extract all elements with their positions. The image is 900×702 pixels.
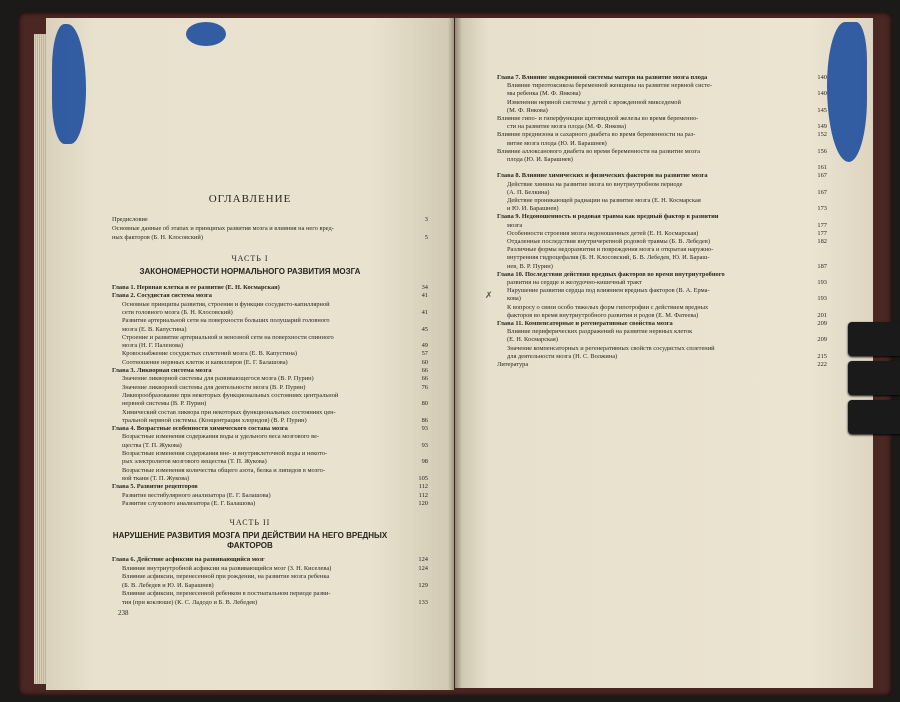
toc-entry-text: тральной нервной системы. (Концентрация хлоридов) (В. Р. Пурин) — [122, 416, 307, 424]
toc-entry-page: 177 — [817, 229, 827, 237]
toc-entry-page: 167 — [817, 172, 827, 180]
toc-entry-page: 76 — [421, 383, 428, 391]
toc-entry-text: плода (Ю. И. Барашнев) — [507, 156, 573, 163]
book-gutter — [448, 18, 462, 690]
toc-entry-page: 149 — [817, 123, 827, 131]
toc-entry-page: 60 — [421, 358, 428, 366]
toc-entry-text: Действие проникающей радиации на развитие мозга (Е. Н. Космарская — [507, 197, 701, 204]
toc-entry-page: 57 — [421, 350, 428, 358]
toc-entry-text: щества (Т. П. Жукова) — [122, 441, 182, 449]
toc-entry-text: сети головного мозга (Б. Н. Клосовский) — [122, 308, 233, 316]
toc-entry-page: 5 — [424, 234, 428, 241]
toc-entry-page: 209 — [817, 336, 827, 344]
toc-entry-text: Нарушение развития сердца под влиянием вредных факторов (В. А. Ерма- — [507, 287, 710, 295]
toc-entry-text: Глава 3. Ликворная система мозга — [112, 367, 212, 374]
toc-entry-text: Различные формы недоразвития и повреждения мозга и открытая наружно- — [507, 246, 714, 254]
toc-entry-text: Предисловие — [112, 216, 148, 223]
toc-entry-page: 45 — [421, 325, 428, 333]
toc-entry-page: 182 — [817, 238, 827, 245]
toc-entry-text: Глава 1. Нервная клетка и ее развитие (Е. Н. Космарская) — [112, 284, 280, 291]
part-2-title-line1: НАРУШЕНИЕ РАЗВИТИЯ МОЗГА ПРИ ДЕЙСТВИИ НА НЕГО ВРЕДНЫХ — [112, 531, 388, 540]
toc-entry-text: Глава 7. Влияние эндокринной системы матери на развитие мозга плода — [497, 74, 708, 81]
toc-entry-page: 66 — [421, 367, 428, 374]
toc-entry-text: Развитие артериальной сети на поверхности больших полушарий головного — [122, 317, 330, 325]
toc-entry-text: Изменения нервной системы у детей с врожденной микседемой — [507, 98, 681, 106]
ink-stain — [827, 22, 867, 162]
right-page — [455, 18, 873, 688]
toc-entry-page: 105 — [418, 474, 428, 482]
toc-entry-page: 86 — [421, 416, 428, 424]
toc-entry-text: Влияние асфиксии, перенесенной ребенком в постнатальном периоде разви- — [122, 590, 331, 597]
toc-entry-text: развития на сердце и желудочно-кишечный тракт — [507, 279, 642, 286]
toc-entry-page: 222 — [817, 361, 827, 368]
binder-tab — [848, 322, 900, 356]
toc-entry-text: Отдаленные последствия внутричерепной родовой травмы (Б. В. Лебедев) — [507, 238, 711, 245]
toc-entry-page: 120 — [418, 499, 428, 507]
toc-entry-text: (А. П. Белкина) — [507, 188, 550, 196]
part-2-title-line2: ФАКТОРОВ — [227, 541, 273, 550]
toc-entry-page: 124 — [418, 564, 428, 572]
toc-entry-text: Строение и развитие артериальной и венозной сети на поверхности спинного — [122, 333, 334, 341]
toc-entry-text: мозга (Е. В. Капустина) — [122, 325, 187, 333]
toc-entry-page: 3 — [424, 216, 428, 223]
toc-entry-text: для деятельности мозга (Н. С. Волжина) — [507, 352, 618, 360]
toc-entry-text: Возрастные изменения содержания вне- и внутриклеточной воды и некото- — [122, 450, 328, 457]
toc-entry-page: 201 — [817, 311, 827, 319]
toc-entry-text: Влияние внутриутробной асфиксии на развивающийся мозг (З. Н. Киселева) — [122, 564, 332, 572]
toc-entry-text: витие мозга плода (Ю. И. Барашнев) — [507, 139, 607, 147]
toc-entry-text: ных факторов (Б. Н. Клосовский) — [112, 234, 203, 241]
toc-entry-text: Ликворообразование при некоторых функциональных состояниях центральной — [122, 391, 339, 399]
toc-entry-text: вой ткани (Т. П. Жукова) — [122, 474, 190, 482]
toc-entry-page: 167 — [817, 188, 827, 196]
toc-entry-text: Глава 8. Влияние химических и физических факторов на развитие мозга — [497, 172, 708, 180]
toc-entry-text: мозга — [507, 221, 523, 229]
toc-entry-text: и Ю. И. Барашнев) — [507, 205, 559, 213]
toc-entry-page: 161 — [817, 164, 827, 172]
toc-entry-page: 124 — [418, 556, 428, 563]
toc-entry-page: 145 — [817, 106, 827, 114]
binder-tabs — [848, 322, 900, 439]
toc-entry-text: мы ребенка (М. Ф. Янкова) — [507, 90, 581, 98]
toc-entry-text: (М. Ф. Янкова) — [507, 106, 548, 114]
toc-entry-page: 34 — [421, 284, 428, 291]
toc-entry-page: 187 — [817, 262, 827, 270]
toc-title: ОГЛАВЛЕНИЕ — [208, 193, 292, 205]
toc-entry-page: 129 — [418, 581, 428, 589]
toc-entry-page: 112 — [418, 483, 428, 491]
toc-entry-text: Глава 5. Развитие рецепторов — [112, 483, 198, 491]
toc-entry-text: рых электролитов мозгового вещества (Т. П. Жукова) — [122, 458, 267, 466]
binder-tab — [848, 400, 900, 434]
page-number: 238 — [118, 609, 129, 617]
toc-entry-page: 215 — [817, 352, 827, 360]
toc-entry-text: Влияние периферических раздражений на развитие нервных клеток — [507, 328, 693, 336]
ink-stain — [186, 22, 226, 46]
toc-entry-page: 98 — [421, 458, 428, 466]
toc-entry-page: 140 — [817, 90, 827, 98]
toc-entry-text: Глава 11. Компенсаторные и регенеративные свойства мозга — [497, 320, 673, 327]
toc-entry-text: Действие хинина на развитие мозга во внутриутробном периоде — [507, 180, 683, 188]
toc-entry-page: 173 — [817, 205, 827, 213]
toc-entry-page: 209 — [817, 320, 827, 327]
toc-entry-page: 193 — [817, 279, 827, 286]
toc-entry-text: Возрастные изменения содержания воды и удельного веса мозгового ве- — [122, 433, 320, 441]
toc-entry-page: 152 — [817, 131, 827, 139]
toc-entry-text: Глава 2. Сосудистая система мозга — [112, 292, 212, 300]
toc-entry-text: Возрастные изменения количества общего азота, белка и липидов в мозго- — [122, 466, 325, 474]
toc-entry-text: Глава 4. Возрастные особенности химического состава мозга — [112, 425, 288, 433]
toc-entry-text: Химический состав ликвора при некоторых функциональных состояниях цен- — [122, 408, 336, 416]
toc-entry-text: Значение ликворной системы для развивающегося мозга (В. Р. Пурин) — [122, 375, 314, 383]
part-1-label: ЧАСТЬ I — [231, 254, 269, 263]
toc-entry-text: Значение компенсаторных и регенеративных свойств сосудистых сплетений — [507, 344, 715, 352]
toc-entry-page: 49 — [421, 342, 428, 350]
toc-entry-page: 93 — [421, 441, 428, 449]
toc-entry-text: Основные принципы развития, строения и функции сосудисто-капиллярной — [122, 300, 330, 308]
toc-entry-text: нев, В. Р. Пурин) — [507, 262, 553, 270]
toc-entry-text: внутренняя гидроцефалия (Б. Н. Клосовский, Б. В. Лебедев, Ю. И. Бараш- — [507, 254, 710, 262]
toc-entry-text: тия (при коклюше) (К. С. Ладодо и Б. В. Лебедев) — [122, 598, 258, 606]
toc-entry-page: 112 — [418, 491, 428, 499]
toc-entry-text: Влияние тиреотоксикоза беременной женщины на развитие нервной систе- — [507, 82, 713, 90]
part-1-title: ЗАКОНОМЕРНОСТИ НОРМАЛЬНОГО РАЗВИТИЯ МОЗГА — [139, 267, 361, 276]
toc-entry-text: сти на развитие мозга плода (М. Ф. Янкова) — [507, 123, 627, 131]
toc-entry-text: К вопросу о связи особо тяжелых форм гипотрофии с действием вредных — [507, 303, 709, 311]
toc-entry-page: 80 — [421, 400, 428, 408]
toc-entry-text: Особенности строения мозга недоношенных детей (Е. Н. Космарская) — [507, 229, 699, 237]
toc-entry-page: 41 — [421, 292, 428, 300]
toc-entry-text: Литература — [497, 361, 529, 368]
toc-entry-text: Кровоснабжение сосудистых сплетений мозга (Е. В. Капустина) — [122, 350, 297, 358]
toc-entry-text: Влияние гипо- и гиперфункции щитовидной железы во время беременно- — [497, 115, 699, 122]
toc-entry-text: Глава 6. Действие асфиксии на развивающийся мозг — [112, 556, 265, 563]
toc-entry-page: 193 — [817, 295, 827, 303]
toc-entry-page: 177 — [817, 221, 827, 229]
toc-entry-text: Значение ликворной системы для деятельности мозга (В. Р. Пурин) — [122, 383, 306, 391]
toc-entry-text: Основные данные об этапах и принципах развития мозга и влияния на него вред- — [112, 225, 334, 232]
pencil-mark: ✗ — [485, 290, 493, 300]
toc-entry-text: (Б. В. Лебедев и Ю. И. Барашнев) — [122, 581, 214, 589]
toc-entry-text: нервной системы (В. Р. Пурин) — [122, 400, 207, 408]
left-page — [46, 18, 454, 690]
binder-tab — [848, 361, 900, 395]
toc-entry-page: 140 — [817, 74, 827, 81]
toc-entry-text: Влияние преднизона и сахарного диабета во время беременности на раз- — [497, 131, 696, 139]
toc-entry-page: 156 — [817, 147, 827, 155]
toc-entry-text: Глава 10. Последствия действия вредных факторов во время внутриутробного — [497, 270, 725, 278]
toc-entry-page: 66 — [421, 375, 428, 383]
toc-entry-text: мозга (Н. Г. Паленова) — [122, 342, 183, 350]
ink-stain — [52, 24, 86, 144]
toc-entry-text: факторов во время внутриутробного развития и родов (Е. М. Фатеева) — [507, 311, 699, 319]
toc-entry-text: Глава 9. Недоношенность и родовая травма как вредный фактор в развитии — [497, 213, 719, 221]
toc-entry-text: кова) — [507, 295, 521, 303]
toc-entry-text: Влияние аллоксанового диабета во время беременности на развитие мозга — [497, 147, 700, 155]
toc-entry-page: 93 — [421, 425, 428, 433]
toc-entry-page: 133 — [418, 598, 428, 606]
toc-entry-text: Развитие слухового анализатора (Е. Г. Балашова) — [122, 499, 256, 507]
toc-entry-text: (Е. Н. Космарская) — [507, 336, 558, 344]
toc-entry-page: 41 — [421, 308, 428, 316]
part-2-label: ЧАСТЬ II — [229, 518, 271, 527]
toc-entry-text: Влияние асфиксии, перенесенной при рождении, на развитие мозга ребенка — [122, 573, 330, 580]
toc-entry-text: Соотношение нервных клеток и капилляров (Е. Г. Балашова) — [122, 358, 288, 366]
toc-entry-text: Развитие вестибулярного анализатора (Е. Г. Балашова) — [122, 491, 271, 499]
